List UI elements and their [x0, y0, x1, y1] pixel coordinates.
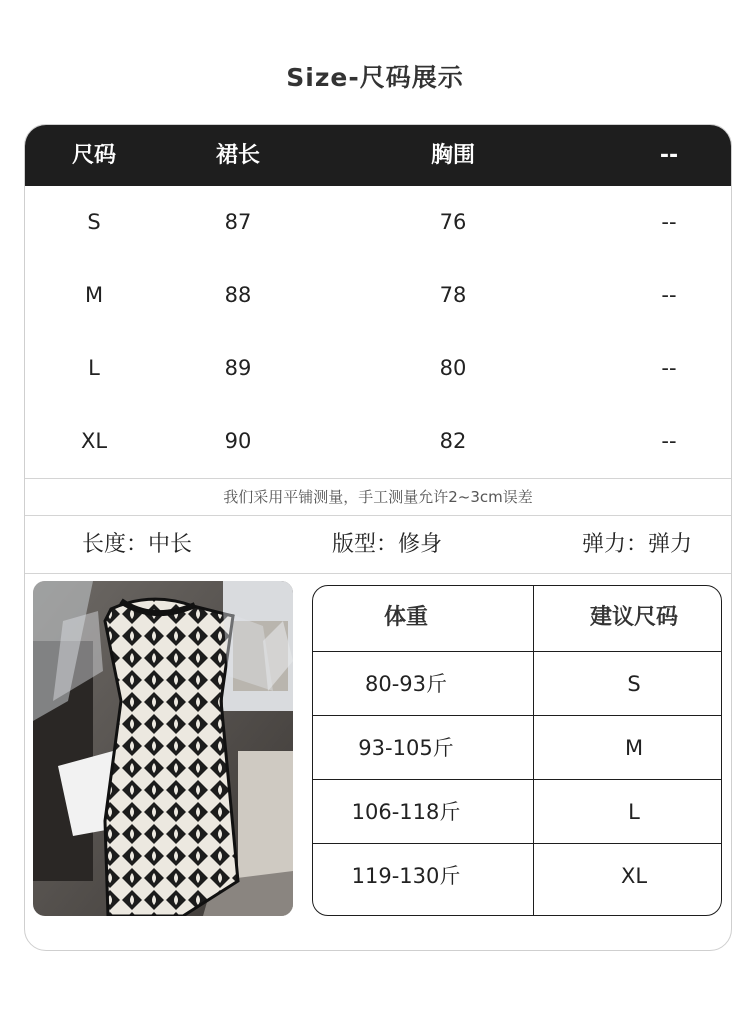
cell-weight: 106-118斤 [351, 800, 461, 824]
cell-length: 88 [224, 283, 252, 307]
attr-value: 弹力 [648, 532, 693, 557]
divider [25, 573, 731, 574]
table-row [313, 780, 721, 844]
attr-length [82, 516, 192, 573]
header-bust: 胸围 [430, 143, 476, 168]
cell-extra: -- [661, 356, 677, 380]
attribute-row [25, 516, 731, 573]
header-length: 裙长 [215, 143, 261, 168]
measurement-note: 我们采用平铺测量，手工测量允许2~3cm误差 [223, 488, 533, 506]
attr-value: 修身 [398, 532, 443, 557]
attr-stretch [582, 516, 692, 573]
table-row [313, 652, 721, 716]
attr-fit [332, 516, 442, 573]
header-size: 尺码 [71, 143, 117, 168]
table-row [25, 186, 731, 259]
cell-size: XL [80, 429, 108, 453]
table-row [313, 844, 721, 908]
cell-weight: 119-130斤 [351, 864, 461, 888]
cell-suggested-size: XL [620, 864, 648, 888]
dress-illustration [33, 581, 293, 916]
size-card [24, 124, 732, 951]
cell-size: M [84, 283, 104, 307]
cell-extra: -- [661, 283, 677, 307]
cell-size: L [88, 356, 100, 380]
header-suggested-size: 建议尺码 [589, 605, 679, 630]
cell-extra: -- [661, 429, 677, 453]
table-row [313, 716, 721, 780]
cell-weight: 93-105斤 [358, 736, 454, 760]
header-extra: -- [659, 143, 679, 168]
cell-suggested-size: L [628, 800, 640, 824]
table-row [25, 259, 731, 332]
table-row [25, 405, 731, 478]
cell-bust: 78 [439, 283, 467, 307]
page-title: Size-尺码展示 [286, 63, 464, 92]
cell-length: 90 [224, 429, 252, 453]
cell-bust: 82 [439, 429, 467, 453]
attr-value: 中长 [148, 532, 193, 557]
cell-length: 87 [224, 210, 252, 234]
product-photo [33, 581, 293, 916]
size-table-header [25, 125, 731, 186]
cell-bust: 80 [439, 356, 467, 380]
header-weight: 体重 [383, 605, 429, 630]
attr-label: 版型： [331, 532, 398, 557]
weight-table-header [313, 586, 721, 650]
attr-label: 弹力： [581, 532, 648, 557]
cell-bust: 76 [439, 210, 467, 234]
cell-suggested-size: M [624, 736, 644, 760]
cell-extra: -- [661, 210, 677, 234]
table-row [25, 332, 731, 405]
weight-size-table [312, 585, 722, 916]
cell-weight: 80-93斤 [364, 672, 448, 696]
attr-label: 长度： [81, 532, 148, 557]
cell-suggested-size: S [627, 672, 641, 696]
cell-size: S [87, 210, 101, 234]
cell-length: 89 [224, 356, 252, 380]
